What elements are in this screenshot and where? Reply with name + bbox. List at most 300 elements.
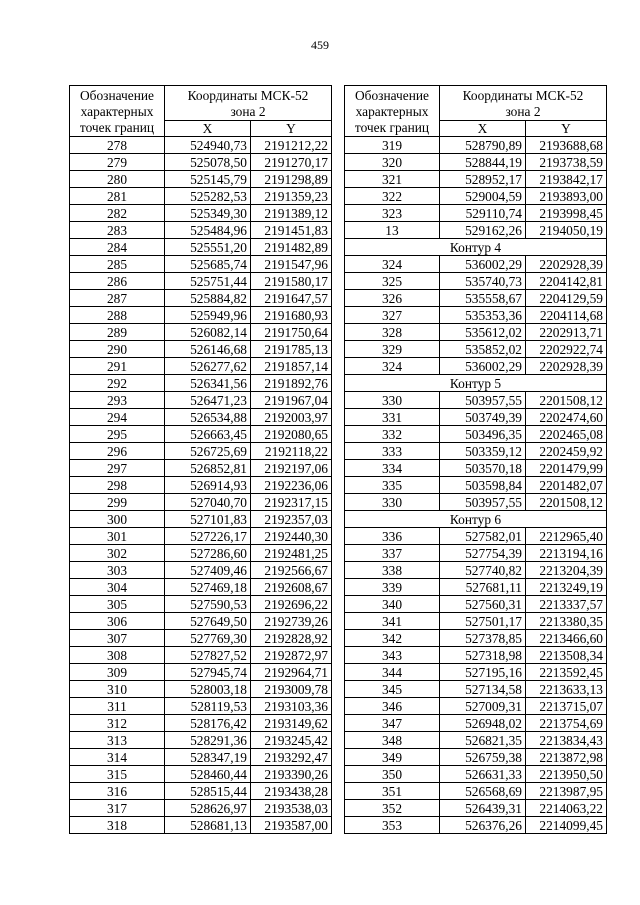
table-row	[345, 681, 607, 698]
x-coordinate-cell: 525282,53	[165, 188, 251, 205]
table-row	[345, 630, 607, 647]
table-row	[345, 137, 607, 154]
table-row	[70, 562, 332, 579]
x-coordinate-cell: 526082,14	[165, 324, 251, 341]
header-system-line: Координаты МСК-52	[462, 88, 584, 103]
x-coordinate-cell: 528291,36	[165, 732, 251, 749]
point-id-cell: 316	[70, 783, 165, 800]
y-coordinate-cell: 2191298,89	[251, 171, 332, 188]
x-coordinate-cell: 528176,42	[165, 715, 251, 732]
y-coordinate-cell: 2202928,39	[526, 256, 607, 273]
y-coordinate-cell: 2202459,92	[526, 443, 607, 460]
x-coordinate-cell: 526146,68	[165, 341, 251, 358]
point-id-cell: 294	[70, 409, 165, 426]
x-coordinate-cell: 503496,35	[440, 426, 526, 443]
y-coordinate-cell: 2191647,57	[251, 290, 332, 307]
point-id-cell: 353	[345, 817, 440, 834]
y-coordinate-cell: 2191389,12	[251, 205, 332, 222]
x-coordinate-cell: 527740,82	[440, 562, 526, 579]
x-coordinate-cell: 527560,31	[440, 596, 526, 613]
table-row	[345, 324, 607, 341]
point-id-cell: 308	[70, 647, 165, 664]
x-coordinate-cell: 503598,84	[440, 477, 526, 494]
table-row	[345, 392, 607, 409]
y-coordinate-cell: 2193245,42	[251, 732, 332, 749]
table-row	[70, 494, 332, 511]
point-id-cell: 311	[70, 698, 165, 715]
table-row	[345, 443, 607, 460]
table-row	[70, 154, 332, 171]
table-row	[70, 137, 332, 154]
table-row	[70, 630, 332, 647]
point-id-cell: 351	[345, 783, 440, 800]
y-coordinate-cell: 2213834,43	[526, 732, 607, 749]
table-row	[345, 273, 607, 290]
coordinates-table-right	[344, 85, 607, 834]
y-coordinate-cell: 2204142,81	[526, 273, 607, 290]
x-coordinate-cell: 535740,73	[440, 273, 526, 290]
x-coordinate-cell: 527590,53	[165, 596, 251, 613]
x-coordinate-cell: 525349,30	[165, 205, 251, 222]
point-id-cell: 322	[345, 188, 440, 205]
table-row	[70, 358, 332, 375]
table-row	[345, 256, 607, 273]
table-row	[70, 817, 332, 834]
x-coordinate-cell: 525751,44	[165, 273, 251, 290]
y-coordinate-cell: 2193538,03	[251, 800, 332, 817]
point-id-cell: 343	[345, 647, 440, 664]
y-coordinate-cell: 2191451,83	[251, 222, 332, 239]
x-coordinate-cell: 527409,46	[165, 562, 251, 579]
x-coordinate-cell: 526376,26	[440, 817, 526, 834]
x-coordinate-cell: 526725,69	[165, 443, 251, 460]
header-label-line: Обозначение	[355, 88, 429, 103]
y-coordinate-cell: 2192118,22	[251, 443, 332, 460]
x-coordinate-cell: 526631,33	[440, 766, 526, 783]
x-coordinate-cell: 527827,52	[165, 647, 251, 664]
table-row	[345, 664, 607, 681]
header-label-line: точек границ	[79, 120, 155, 135]
point-id-cell: 334	[345, 460, 440, 477]
table-row	[70, 409, 332, 426]
x-coordinate-cell: 526852,81	[165, 460, 251, 477]
point-id-cell: 319	[345, 137, 440, 154]
y-coordinate-cell: 2192317,15	[251, 494, 332, 511]
point-id-cell: 280	[70, 171, 165, 188]
column-header-x: X	[440, 121, 526, 137]
y-coordinate-cell: 2193149,62	[251, 715, 332, 732]
column-header-point-label	[70, 86, 165, 137]
table-row	[70, 749, 332, 766]
point-id-cell: 326	[345, 290, 440, 307]
header-label-line: Обозначение	[80, 88, 154, 103]
table-row	[70, 239, 332, 256]
y-coordinate-cell: 2204129,59	[526, 290, 607, 307]
y-coordinate-cell: 2213592,45	[526, 664, 607, 681]
table-row	[345, 188, 607, 205]
y-coordinate-cell: 2192357,03	[251, 511, 332, 528]
table-row	[345, 715, 607, 732]
table-row	[70, 681, 332, 698]
page-number: 459	[311, 38, 329, 52]
y-coordinate-cell: 2202913,71	[526, 324, 607, 341]
y-coordinate-cell: 2213508,34	[526, 647, 607, 664]
y-coordinate-cell: 2192003,97	[251, 409, 332, 426]
point-id-cell: 327	[345, 307, 440, 324]
x-coordinate-cell: 527649,50	[165, 613, 251, 630]
header-label-line: точек границ	[354, 120, 430, 135]
table-row	[345, 732, 607, 749]
point-id-cell: 302	[70, 545, 165, 562]
x-coordinate-cell: 535852,02	[440, 341, 526, 358]
point-id-cell: 331	[345, 409, 440, 426]
point-id-cell: 350	[345, 766, 440, 783]
y-coordinate-cell: 2193009,78	[251, 681, 332, 698]
x-coordinate-cell: 526948,02	[440, 715, 526, 732]
point-id-cell: 339	[345, 579, 440, 596]
table-row	[70, 171, 332, 188]
x-coordinate-cell: 528119,53	[165, 698, 251, 715]
x-coordinate-cell: 526341,56	[165, 375, 251, 392]
x-coordinate-cell: 526914,93	[165, 477, 251, 494]
table-row	[70, 766, 332, 783]
table-row	[70, 256, 332, 273]
point-id-cell: 299	[70, 494, 165, 511]
x-coordinate-cell: 528844,19	[440, 154, 526, 171]
x-coordinate-cell: 525949,96	[165, 307, 251, 324]
point-id-cell: 340	[345, 596, 440, 613]
x-coordinate-cell: 524940,73	[165, 137, 251, 154]
point-id-cell: 314	[70, 749, 165, 766]
table-row	[345, 222, 607, 239]
table-row	[345, 698, 607, 715]
table-row	[70, 732, 332, 749]
y-coordinate-cell: 2202474,60	[526, 409, 607, 426]
x-coordinate-cell: 527040,70	[165, 494, 251, 511]
table-row	[345, 341, 607, 358]
point-id-cell: 318	[70, 817, 165, 834]
header-system-line: зона 2	[230, 104, 266, 119]
y-coordinate-cell: 2191212,22	[251, 137, 332, 154]
y-coordinate-cell: 2192236,06	[251, 477, 332, 494]
point-id-cell: 312	[70, 715, 165, 732]
point-id-cell: 295	[70, 426, 165, 443]
table-row	[345, 647, 607, 664]
table-header-row	[70, 86, 332, 121]
point-id-cell: 329	[345, 341, 440, 358]
point-id-cell: 285	[70, 256, 165, 273]
x-coordinate-cell: 535612,02	[440, 324, 526, 341]
table-row	[70, 443, 332, 460]
y-coordinate-cell: 2193688,68	[526, 137, 607, 154]
point-id-cell: 310	[70, 681, 165, 698]
x-coordinate-cell: 535353,36	[440, 307, 526, 324]
x-coordinate-cell: 527318,98	[440, 647, 526, 664]
x-coordinate-cell: 527469,18	[165, 579, 251, 596]
table-body-left	[70, 137, 332, 834]
x-coordinate-cell: 525685,74	[165, 256, 251, 273]
x-coordinate-cell: 525884,82	[165, 290, 251, 307]
table-row	[345, 460, 607, 477]
y-coordinate-cell: 2191270,17	[251, 154, 332, 171]
x-coordinate-cell: 525484,96	[165, 222, 251, 239]
x-coordinate-cell: 529110,74	[440, 205, 526, 222]
table-row	[70, 188, 332, 205]
point-id-cell: 328	[345, 324, 440, 341]
x-coordinate-cell: 526439,31	[440, 800, 526, 817]
column-header-coordinate-system	[440, 86, 607, 121]
y-coordinate-cell: 2192481,25	[251, 545, 332, 562]
x-coordinate-cell: 528347,19	[165, 749, 251, 766]
x-coordinate-cell: 503957,55	[440, 494, 526, 511]
table-row	[345, 579, 607, 596]
y-coordinate-cell: 2193998,45	[526, 205, 607, 222]
point-id-cell: 282	[70, 205, 165, 222]
point-id-cell: 337	[345, 545, 440, 562]
y-coordinate-cell: 2191785,13	[251, 341, 332, 358]
y-coordinate-cell: 2213466,60	[526, 630, 607, 647]
y-coordinate-cell: 2201482,07	[526, 477, 607, 494]
table-row	[70, 579, 332, 596]
y-coordinate-cell: 2191967,04	[251, 392, 332, 409]
y-coordinate-cell: 2193390,26	[251, 766, 332, 783]
x-coordinate-cell: 527501,17	[440, 613, 526, 630]
x-coordinate-cell: 528515,44	[165, 783, 251, 800]
x-coordinate-cell: 527009,31	[440, 698, 526, 715]
point-id-cell: 325	[345, 273, 440, 290]
y-coordinate-cell: 2202928,39	[526, 358, 607, 375]
point-id-cell: 288	[70, 307, 165, 324]
table-row	[70, 613, 332, 630]
table-row	[345, 562, 607, 579]
point-id-cell: 290	[70, 341, 165, 358]
y-coordinate-cell: 2191750,64	[251, 324, 332, 341]
point-id-cell: 301	[70, 528, 165, 545]
y-coordinate-cell: 2192739,26	[251, 613, 332, 630]
point-id-cell: 330	[345, 392, 440, 409]
table-row	[70, 426, 332, 443]
point-id-cell: 320	[345, 154, 440, 171]
x-coordinate-cell: 527286,60	[165, 545, 251, 562]
x-coordinate-cell: 528460,44	[165, 766, 251, 783]
point-id-cell: 342	[345, 630, 440, 647]
y-coordinate-cell: 2191482,89	[251, 239, 332, 256]
point-id-cell: 349	[345, 749, 440, 766]
point-id-cell: 300	[70, 511, 165, 528]
y-coordinate-cell: 2193893,00	[526, 188, 607, 205]
x-coordinate-cell: 535558,67	[440, 290, 526, 307]
contour-row	[345, 511, 607, 528]
table-row	[345, 817, 607, 834]
x-coordinate-cell: 528952,17	[440, 171, 526, 188]
x-coordinate-cell: 503359,12	[440, 443, 526, 460]
point-id-cell: 332	[345, 426, 440, 443]
y-coordinate-cell: 2212965,40	[526, 528, 607, 545]
y-coordinate-cell: 2213204,39	[526, 562, 607, 579]
x-coordinate-cell: 528681,13	[165, 817, 251, 834]
x-coordinate-cell: 503570,18	[440, 460, 526, 477]
x-coordinate-cell: 527134,58	[440, 681, 526, 698]
x-coordinate-cell: 527378,85	[440, 630, 526, 647]
y-coordinate-cell: 2194050,19	[526, 222, 607, 239]
table-row	[70, 511, 332, 528]
y-coordinate-cell: 2192080,65	[251, 426, 332, 443]
x-coordinate-cell: 526568,69	[440, 783, 526, 800]
point-id-cell: 281	[70, 188, 165, 205]
column-header-y: Y	[526, 121, 607, 137]
table-row	[345, 290, 607, 307]
y-coordinate-cell: 2192872,97	[251, 647, 332, 664]
x-coordinate-cell: 528790,89	[440, 137, 526, 154]
x-coordinate-cell: 526759,38	[440, 749, 526, 766]
x-coordinate-cell: 527226,17	[165, 528, 251, 545]
x-coordinate-cell: 528003,18	[165, 681, 251, 698]
point-id-cell: 336	[345, 528, 440, 545]
table-row	[70, 460, 332, 477]
y-coordinate-cell: 2192608,67	[251, 579, 332, 596]
y-coordinate-cell: 2201508,12	[526, 392, 607, 409]
point-id-cell: 292	[70, 375, 165, 392]
point-id-cell: 13	[345, 222, 440, 239]
table-row	[70, 273, 332, 290]
y-coordinate-cell: 2193292,47	[251, 749, 332, 766]
y-coordinate-cell: 2213987,95	[526, 783, 607, 800]
table-row	[345, 409, 607, 426]
point-id-cell: 313	[70, 732, 165, 749]
coordinates-table-left	[69, 85, 332, 834]
contour-label: Контур 4	[345, 239, 607, 256]
point-id-cell: 338	[345, 562, 440, 579]
y-coordinate-cell: 2214099,45	[526, 817, 607, 834]
table-row	[70, 341, 332, 358]
table-row	[70, 545, 332, 562]
table-row	[345, 477, 607, 494]
table-row	[70, 800, 332, 817]
table-row	[345, 426, 607, 443]
point-id-cell: 341	[345, 613, 440, 630]
point-id-cell: 306	[70, 613, 165, 630]
point-id-cell: 324	[345, 256, 440, 273]
x-coordinate-cell: 529162,26	[440, 222, 526, 239]
table-row	[345, 613, 607, 630]
y-coordinate-cell: 2193103,36	[251, 698, 332, 715]
y-coordinate-cell: 2214063,22	[526, 800, 607, 817]
y-coordinate-cell: 2192197,06	[251, 460, 332, 477]
x-coordinate-cell: 526821,35	[440, 732, 526, 749]
table-body-right	[345, 137, 607, 834]
y-coordinate-cell: 2213633,13	[526, 681, 607, 698]
point-id-cell: 287	[70, 290, 165, 307]
x-coordinate-cell: 503749,39	[440, 409, 526, 426]
table-row	[345, 154, 607, 171]
table-row	[345, 596, 607, 613]
y-coordinate-cell: 2191892,76	[251, 375, 332, 392]
point-id-cell: 352	[345, 800, 440, 817]
header-system-line: зона 2	[505, 104, 541, 119]
point-id-cell: 297	[70, 460, 165, 477]
table-row	[70, 698, 332, 715]
point-id-cell: 344	[345, 664, 440, 681]
point-id-cell: 279	[70, 154, 165, 171]
point-id-cell: 305	[70, 596, 165, 613]
y-coordinate-cell: 2191580,17	[251, 273, 332, 290]
table-row	[70, 307, 332, 324]
y-coordinate-cell: 2213715,07	[526, 698, 607, 715]
x-coordinate-cell: 536002,29	[440, 256, 526, 273]
table-row	[345, 766, 607, 783]
y-coordinate-cell: 2213754,69	[526, 715, 607, 732]
table-row	[70, 477, 332, 494]
table-row	[70, 392, 332, 409]
column-header-y: Y	[251, 121, 332, 137]
y-coordinate-cell: 2191547,96	[251, 256, 332, 273]
point-id-cell: 307	[70, 630, 165, 647]
y-coordinate-cell: 2191359,23	[251, 188, 332, 205]
table-row	[70, 664, 332, 681]
x-coordinate-cell: 525078,50	[165, 154, 251, 171]
x-coordinate-cell: 527195,16	[440, 664, 526, 681]
contour-row	[345, 375, 607, 392]
x-coordinate-cell: 527754,39	[440, 545, 526, 562]
point-id-cell: 291	[70, 358, 165, 375]
table-row	[70, 715, 332, 732]
x-coordinate-cell: 527681,11	[440, 579, 526, 596]
column-header-x: X	[165, 121, 251, 137]
y-coordinate-cell: 2193587,00	[251, 817, 332, 834]
point-id-cell: 348	[345, 732, 440, 749]
table-row	[345, 171, 607, 188]
point-id-cell: 324	[345, 358, 440, 375]
table-header-row	[345, 86, 607, 121]
header-label-line: характерных	[355, 104, 429, 119]
x-coordinate-cell: 527945,74	[165, 664, 251, 681]
point-id-cell: 296	[70, 443, 165, 460]
x-coordinate-cell: 529004,59	[440, 188, 526, 205]
table-row	[70, 375, 332, 392]
table-row	[345, 307, 607, 324]
contour-label: Контур 5	[345, 375, 607, 392]
point-id-cell: 309	[70, 664, 165, 681]
point-id-cell: 346	[345, 698, 440, 715]
point-id-cell: 347	[345, 715, 440, 732]
point-id-cell: 278	[70, 137, 165, 154]
x-coordinate-cell: 526277,62	[165, 358, 251, 375]
y-coordinate-cell: 2201479,99	[526, 460, 607, 477]
y-coordinate-cell: 2193738,59	[526, 154, 607, 171]
point-id-cell: 333	[345, 443, 440, 460]
y-coordinate-cell: 2192696,22	[251, 596, 332, 613]
point-id-cell: 335	[345, 477, 440, 494]
point-id-cell: 323	[345, 205, 440, 222]
table-row	[345, 494, 607, 511]
x-coordinate-cell: 525145,79	[165, 171, 251, 188]
table-row	[345, 545, 607, 562]
point-id-cell: 283	[70, 222, 165, 239]
table-row	[345, 749, 607, 766]
table-row	[70, 324, 332, 341]
table-row	[345, 205, 607, 222]
point-id-cell: 303	[70, 562, 165, 579]
table-row	[70, 596, 332, 613]
y-coordinate-cell: 2204114,68	[526, 307, 607, 324]
y-coordinate-cell: 2213380,35	[526, 613, 607, 630]
table-row	[70, 222, 332, 239]
y-coordinate-cell: 2213194,16	[526, 545, 607, 562]
y-coordinate-cell: 2191680,93	[251, 307, 332, 324]
x-coordinate-cell: 527769,30	[165, 630, 251, 647]
point-id-cell: 345	[345, 681, 440, 698]
header-label-line: характерных	[80, 104, 154, 119]
